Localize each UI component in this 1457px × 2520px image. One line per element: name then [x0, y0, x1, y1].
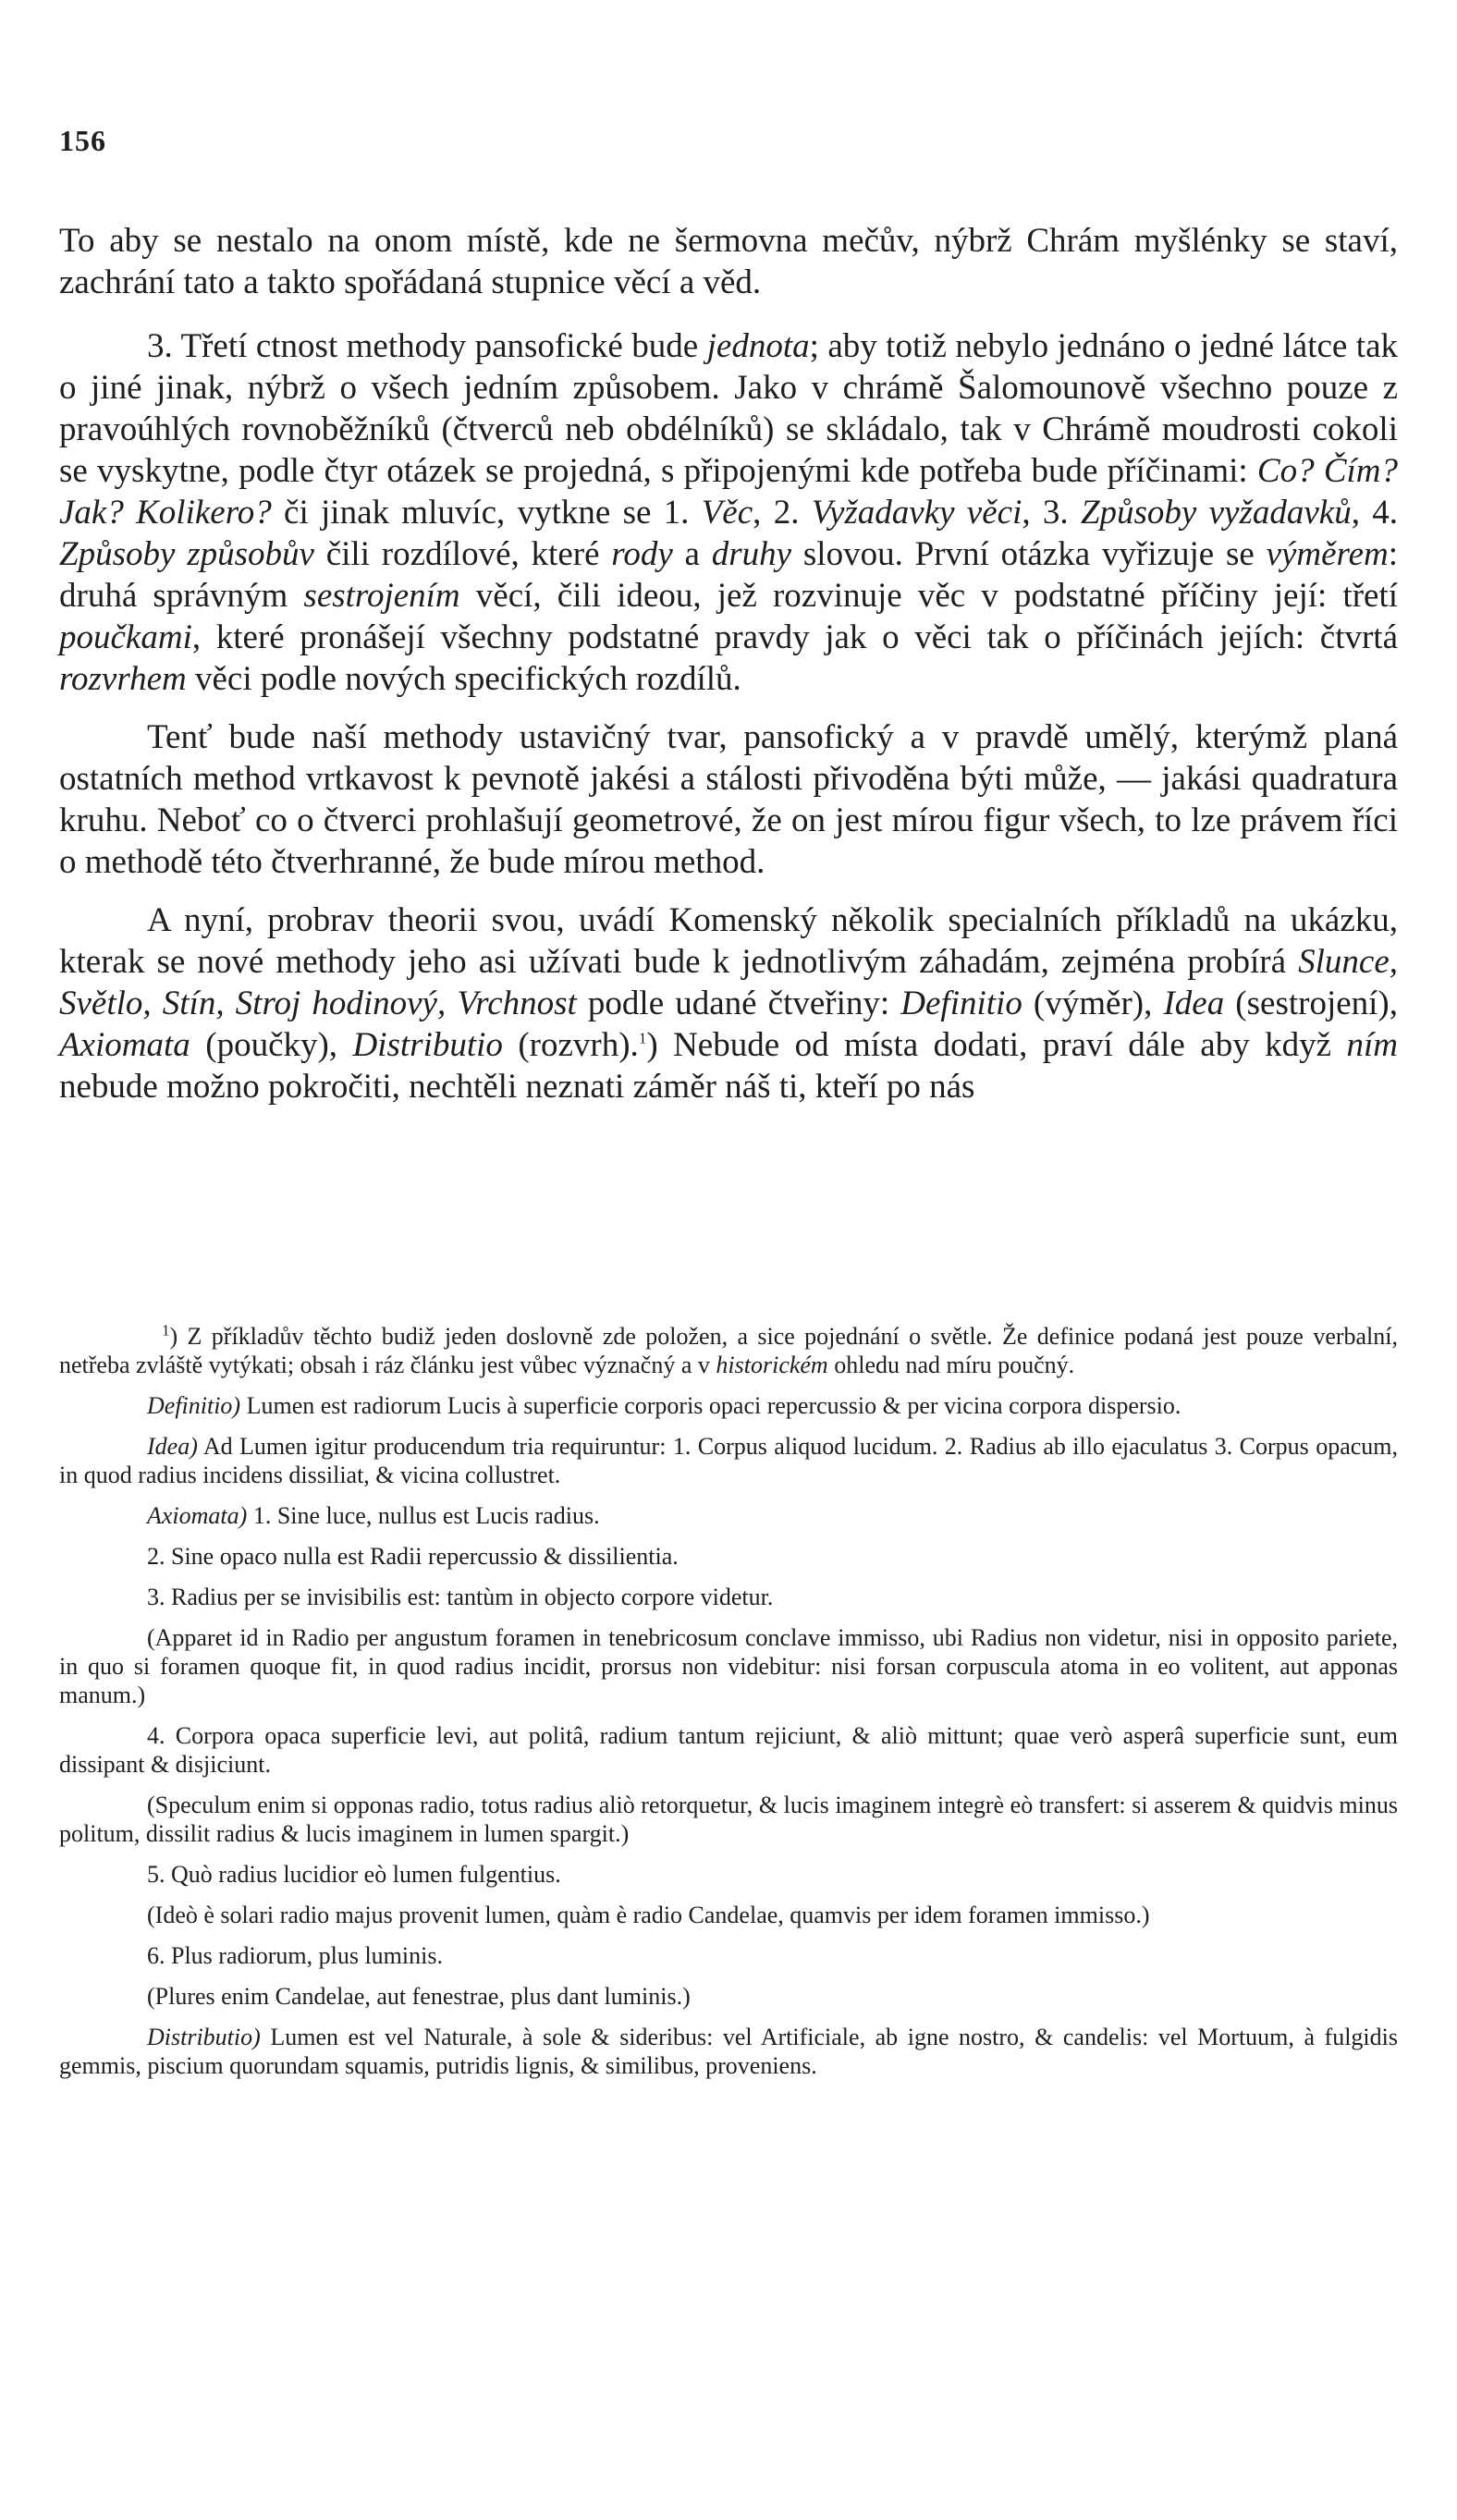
note-axiom-5: 5. Quò radius lucidior eò lumen fulgentius.: [147, 1861, 561, 1888]
note-axiom-5-explanation: (Ideò è solari radio majus provenit lumen, quàm è radio Candelae, quamvis per idem foramen immisso.): [147, 1902, 1150, 1928]
note-axiom-4-explanation: (Speculum enim si opponas radio, totus radius aliò retorquetur, & lucis imaginem integrè eò transfert: si asserem & quidvis minus politum, dissilit radius & lucis imaginem in lumen spargit.): [59, 1792, 1398, 1847]
note-axiom-3: 3. Radius per se invisibilis est: tantùm in objecto corpore videtur.: [147, 1584, 774, 1610]
paragraph-4: A nyní, probrav theorii svou, uvádí Komenský několik specialních příkladů na ukázku, kterak se nové methody jeho asi užívati bude k jednotlivým záhadám, zejména probírá Slunce, Světlo, Stín, Stroj hodinový, Vrchnost podle udané čtveřiny: Definitio (výměr), Idea (sestrojení), Axiomata (poučky), Distributio (rozvrh).$^1$) Nebude od místa dodati, praví dále aby když ním nebude možno pokročiti, nechtěli neznati záměr náš ti, kteří po nás: [59, 901, 1398, 1106]
footnotes: [59, 1322, 1398, 2092]
note-definitio: Definitio) Lumen est radiorum Lucis à superficie corporis opaci repercussio & per vicina corpora dispersio.: [147, 1392, 1182, 1419]
note-axiom-4: 4. Corpora opaca superficie levi, aut politâ, radium tantum rejiciunt, & aliò mittunt; quae verò asperâ superficie sunt, eum dissipant & disjiciunt.: [59, 1722, 1398, 1778]
note-axiom-6-explanation: (Plures enim Candelae, aut fenestrae, plus dant luminis.): [147, 1983, 691, 2010]
note-idea: Idea) Ad Lumen igitur producendum tria requiruntur: 1. Corpus aliquod lucidum. 2. Radius ab illo ejaculatus 3. Corpus opacum, in quod radius incidens dissiliat, & vicina collustret.: [59, 1433, 1398, 1488]
paragraph-2: 3. Třetí ctnost methody pansofické bude jednota; aby totiž nebylo jednáno o jedné látce tak o jiné jinak, nýbrž o všech jedním způsobem. Jako v chrámě Šalomounově všechno pouze z pravoúhlých rovnoběžníků (čtverců neb obdélníků) se skládalo, tak v Chrámě moudrosti cokoli se vyskytne, podle čtyr otázek se projedná, s připojenými kde potřeba bude příčinami: Co? Čím? Jak? Kolikero? či jinak mluvíc, vytkne se 1. Věc, 2. Vyžadavky věci, 3. Způsoby vyžadavků, 4. Způsoby způsobův čili rozdílové, které rody a druhy slovou. První otázka vyřizuje se výměrem: druhá správným sestrojením věcí, čili ideou, jež rozvinuje věc v podstatné příčiny její: třetí poučkami, které pronášejí všechny podstatné pravdy jak o věci tak o příčinách jejích: čtvrtá rozvrhem věci podle nových specifických rozdílů.: [59, 327, 1399, 698]
page-number: 156: [59, 124, 106, 157]
note-distributio: Distributio) Lumen est vel Naturale, à sole & sideribus: vel Artificiale, ab igne nostro, & candelis: vel Mortuum, à fulgidis gemmis, piscium quorundam squamis, putridis lignis, & similibus, proveniens.: [59, 2024, 1398, 2079]
note-axiom-6: 6. Plus radiorum, plus luminis.: [147, 1942, 443, 1969]
footnote-ref[interactable]: 1: [638, 1029, 647, 1047]
note-axiom-2: 2. Sine opaco nulla est Radii repercussio & dissilientia.: [147, 1543, 679, 1570]
main-text: [59, 220, 1398, 1124]
note-axiom-3-explanation: (Apparet id in Radio per angustum foramen in tenebricosum conclave immisso, ubi Radius non videtur, nisi in opposito pariete, in quo si foramen quoque fit, in quod radius incidit, prorsus non videbitur: nisi forsan corpuscula atoma in eo volitent, aut apponas manum.): [59, 1624, 1398, 1708]
note-axiomata: Axiomata) 1. Sine luce, nullus est Lucis radius.: [147, 1502, 600, 1529]
paragraph-1: To aby se nestalo na onom místě, kde ne šermovna mečův, nýbrž Chrám myšlénky se staví, zachrání tato a takto spořádaná stupnice věcí a věd.: [59, 222, 1398, 301]
footnote-1: $^1$) Z příkladův těchto budiž jeden doslovně zde položen, a sice pojednání o světle. Že definice podaná jest pouze verbalní, netřeba zvláště vytýkati; obsah i ráz článku jest vůbec význačný a v historickém ohledu nad míru poučný.: [59, 1321, 1398, 1378]
paragraph-3: Tenť bude naší methody ustavičný tvar, pansofický a v pravdě umělý, kterýmž planá ostatních method vrtkavost k pevnotě jakési a stálosti přivoděna býti může, — jakási quadratura kruhu. Neboť co o čtverci prohlašují geometrové, že on jest mírou figur všech, to lze právem říci o methodě této čtverhranné, že bude mírou method.: [59, 718, 1398, 881]
